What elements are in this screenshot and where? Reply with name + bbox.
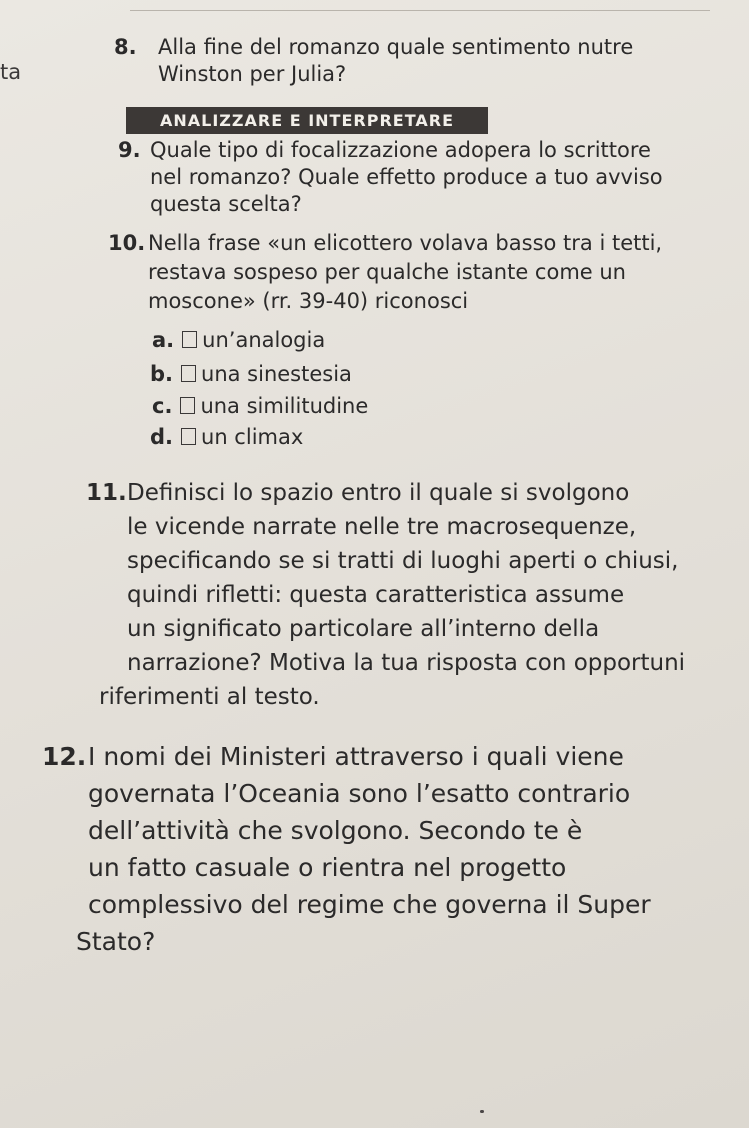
question-line: un fatto casuale o rientra nel progetto: [88, 853, 567, 882]
checkbox-icon[interactable]: [182, 331, 197, 348]
question-line: complessivo del regime che governa il Super: [88, 890, 651, 919]
question-number: 12.: [42, 742, 87, 771]
option-text: una sinestesia: [201, 362, 352, 386]
question-line: quindi rifletti: questa caratteristica assume: [127, 582, 625, 608]
option-text: un’analogia: [202, 328, 326, 352]
question-9: [118, 137, 663, 218]
question-line: un significato particolare all’interno della: [127, 616, 600, 642]
question-line: Nella frase «un elicottero volava basso tra i tetti,: [148, 231, 663, 255]
question-line: riferimenti al testo.: [99, 684, 320, 710]
section-header: ANALIZZARE E INTERPRETARE: [126, 107, 488, 134]
question-number: 8.: [114, 35, 137, 59]
option-letter: a.: [152, 328, 175, 352]
question-10: [108, 229, 662, 316]
question-line: I nomi dei Ministeri attraverso i quali viene: [88, 742, 624, 771]
top-rule: [130, 10, 710, 11]
checkbox-icon[interactable]: [181, 428, 196, 445]
question-line: governata l’Oceania sono l’esatto contrario: [88, 779, 631, 808]
question-line: Stato?: [76, 927, 156, 956]
option-b[interactable]: [150, 361, 352, 388]
option-c[interactable]: [152, 393, 368, 420]
question-line: moscone» (rr. 39-40) riconosci: [148, 289, 469, 313]
question-line: le vicende narrate nelle tre macrosequenze,: [127, 514, 637, 540]
margin-text-fragment: ta: [0, 60, 22, 84]
option-letter: d.: [150, 425, 174, 449]
question-line: Alla fine del romanzo quale sentimento nutre: [158, 35, 634, 59]
question-11: [86, 476, 685, 714]
option-d[interactable]: [150, 424, 303, 451]
question-line: Winston per Julia?: [158, 62, 347, 86]
ink-speck: [480, 1110, 484, 1113]
checkbox-icon[interactable]: [181, 365, 196, 382]
question-line: nel romanzo? Quale effetto produce a tuo avviso: [150, 165, 663, 189]
question-number: 11.: [86, 480, 127, 506]
question-line: restava sospeso per qualche istante come un: [148, 260, 626, 284]
option-text: una similitudine: [200, 394, 369, 418]
checkbox-icon[interactable]: [180, 397, 195, 414]
question-12: [42, 738, 651, 960]
question-line: narrazione? Motiva la tua risposta con opportuni: [127, 650, 686, 676]
question-line: Definisci lo spazio entro il quale si svolgono: [127, 480, 630, 506]
question-number: 10.: [108, 231, 146, 255]
option-text: un climax: [201, 425, 304, 449]
question-number: 9.: [118, 138, 141, 162]
question-8: [114, 34, 633, 88]
question-line: specificando se si tratti di luoghi aperti o chiusi,: [127, 548, 679, 574]
question-line: dell’attività che svolgono. Secondo te è: [88, 816, 583, 845]
option-letter: b.: [150, 362, 174, 386]
option-a[interactable]: [152, 327, 325, 354]
option-letter: c.: [152, 394, 173, 418]
question-line: questa scelta?: [150, 192, 302, 216]
question-line: Quale tipo di focalizzazione adopera lo scrittore: [150, 138, 651, 162]
